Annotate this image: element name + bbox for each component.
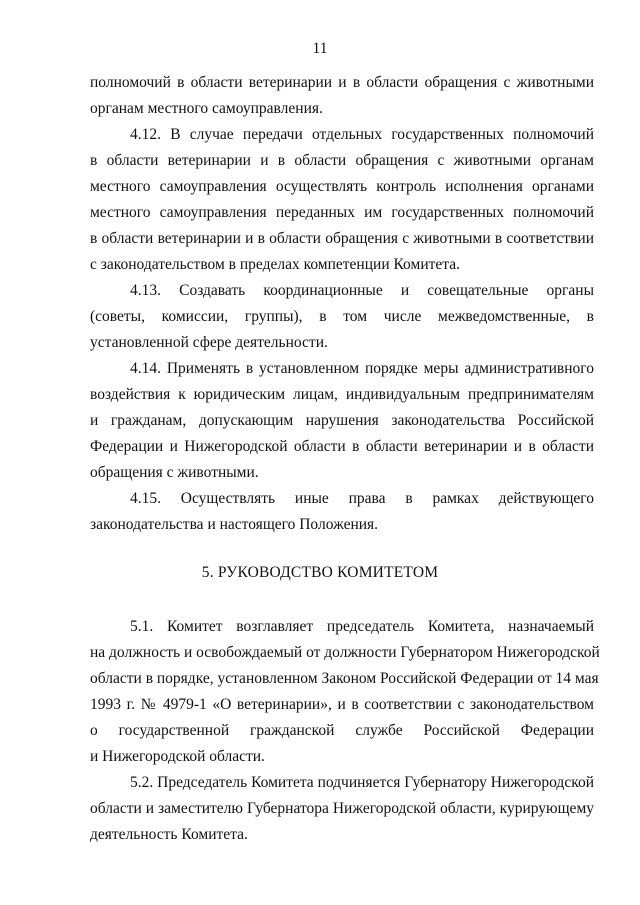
text-line: местного самоуправления переданных им государственных полномочий bbox=[90, 204, 594, 221]
text-line: полномочий в области ветеринарии и в области обращения с животными bbox=[90, 74, 594, 91]
text-line: 1993 г. № 4979-1 «О ветеринарии», и в соответствии с законодательством bbox=[90, 696, 594, 713]
paragraph-4-12 bbox=[90, 122, 594, 278]
text-line: 4.14. Применять в установленном порядке меры административного bbox=[130, 360, 594, 377]
text-line: 5.2. Председатель Комитета подчиняется Губернатору Нижегородской bbox=[130, 774, 594, 791]
text-line: области и заместителю Губернатора Нижегородской области, курирующему bbox=[90, 800, 594, 817]
text-line: 4.15. Осуществлять иные права в рамках действующего bbox=[130, 490, 594, 507]
section-heading: 5. РУКОВОДСТВО КОМИТЕТОМ bbox=[201, 564, 439, 581]
text-line: обращения с животными. bbox=[90, 464, 259, 481]
text-line: 4.12. В случае передачи отдельных государственных полномочий bbox=[130, 126, 594, 143]
text-line: Федерации и Нижегородской области в области ветеринарии и в области bbox=[90, 438, 594, 455]
paragraph-5-1 bbox=[90, 614, 600, 770]
text-line: (советы, комиссии, группы), в том числе межведомственные, в bbox=[90, 308, 594, 325]
text-line: 4.13. Создавать координационные и совещательные органы bbox=[130, 282, 594, 299]
text-line: области в порядке, установленном Законом Российской Федерации от 14 мая bbox=[90, 670, 599, 687]
text-line: 5.1. Комитет возглавляет председатель Комитета, назначаемый bbox=[130, 618, 594, 635]
text-line: с законодательством в пределах компетенции Комитета. bbox=[90, 256, 460, 273]
text-line: в области ветеринарии и в области обращения с животными в соответствии bbox=[90, 230, 594, 247]
text-line: деятельность Комитета. bbox=[90, 826, 248, 843]
text-line: установленной сфере деятельности. bbox=[90, 334, 328, 351]
text-line: и Нижегородской области. bbox=[90, 748, 265, 765]
paragraph-4-15 bbox=[90, 486, 594, 538]
text-line: о государственной гражданской службе Российской Федерации bbox=[90, 722, 594, 739]
text-line: местного самоуправления осуществлять контроль исполнения органами bbox=[90, 178, 594, 195]
text-line: и гражданам, допускающим нарушения законодательства Российской bbox=[90, 412, 594, 429]
paragraph-4-14 bbox=[90, 356, 594, 486]
paragraph-4-11-continuation bbox=[90, 70, 594, 122]
text-line: воздействия к юридическим лицам, индивидуальным предпринимателям bbox=[90, 386, 594, 403]
paragraph-4-13 bbox=[90, 278, 594, 356]
text-line: органам местного самоуправления. bbox=[90, 100, 323, 117]
text-line: в области ветеринарии и в области обращения с животными органам bbox=[90, 152, 594, 169]
text-line: законодательства и настоящего Положения. bbox=[90, 516, 379, 533]
page-number: 11 bbox=[312, 40, 328, 57]
paragraph-5-2 bbox=[90, 770, 594, 848]
text-line: на должность и освобождаемый от должности Губернатором Нижегородской bbox=[90, 644, 600, 661]
